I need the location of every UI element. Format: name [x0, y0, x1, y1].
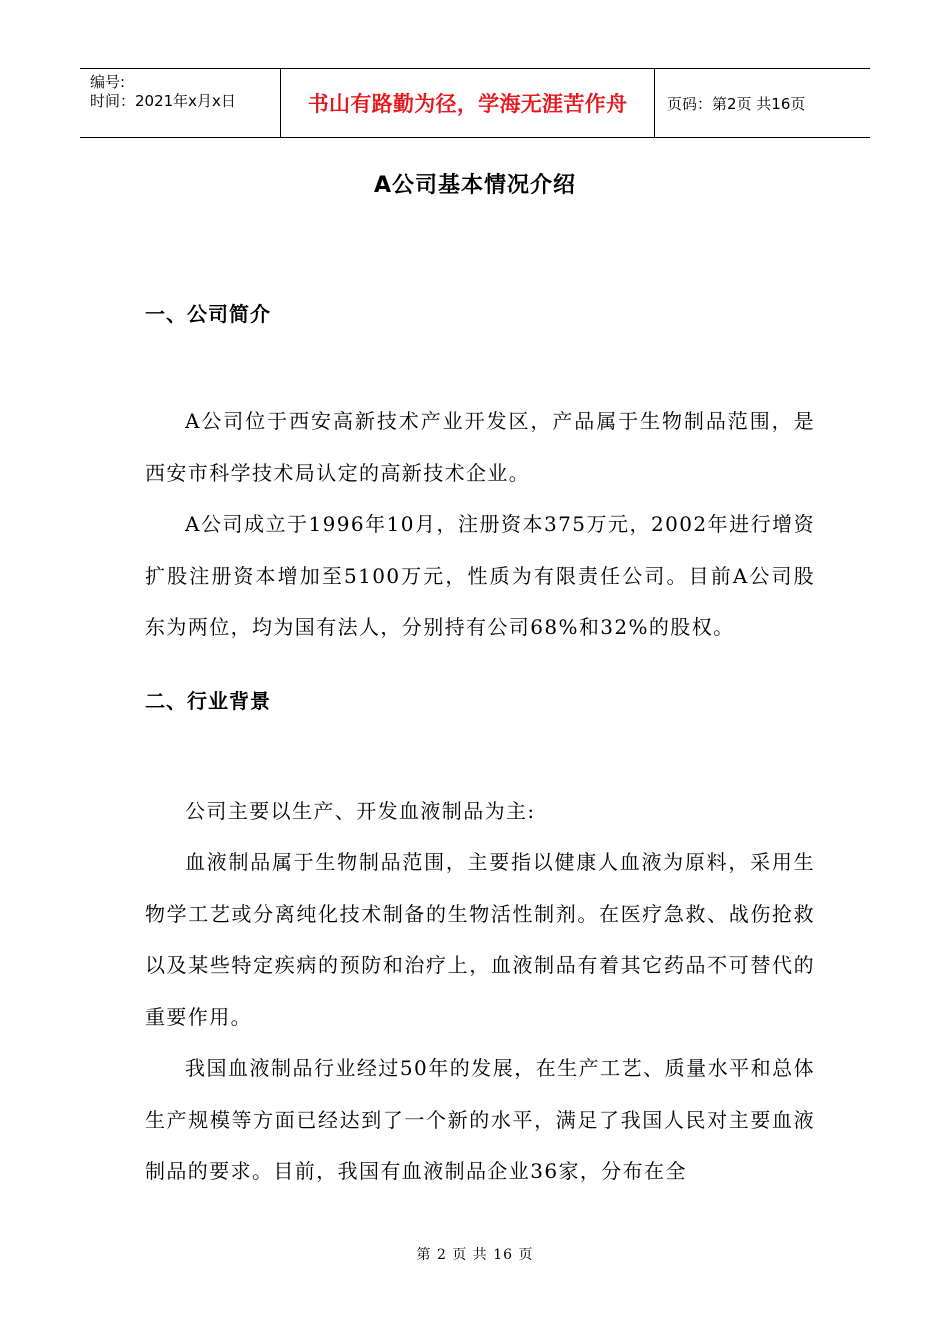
section-heading-background: 二、行业背景: [145, 689, 271, 713]
header-page-info: 页码：第2页 共16页: [667, 94, 806, 113]
paragraph: 公司主要以生产、开发血液制品为主:: [185, 799, 536, 823]
paragraph: A公司位于西安高新技术产业开发区，产品属于生物制品范围，是西安市科学技术局认定的高新技术企业。: [145, 409, 815, 485]
header-motto: 书山有路勤为径，学海无涯苦作舟: [281, 69, 655, 137]
page-header: [80, 68, 870, 138]
section-heading-intro: 一、公司简介: [145, 302, 271, 326]
time-label: 时间：2021年x月x日: [90, 92, 236, 110]
document-title: A公司基本情况介绍: [373, 173, 577, 198]
paragraph: 血液制品属于生物制品范围，主要指以健康人血液为原料，采用生物学工艺或分离纯化技术制备的生物活性制剂。在医疗急救、战伤抢救以及某些特定疾病的预防和治疗上，血液制品有着其它药品不可替代的重要作用。: [145, 850, 815, 1029]
page-footer: 第 2 页 共 16 页: [416, 1247, 534, 1263]
paragraph: A公司成立于1996年10月，注册资本375万元，2002年进行增资扩股注册资本增加至5100万元，性质为有限责任公司。目前A公司股东为两位，均为国有法人，分别持有公司68%和32%的股权。: [145, 512, 815, 639]
header-meta: [80, 69, 281, 137]
number-label: 编号:: [90, 73, 126, 91]
paragraph: 我国血液制品行业经过50年的发展，在生产工艺、质量水平和总体生产规模等方面已经达到了一个新的水平，满足了我国人民对主要血液制品的要求。目前，我国有血液制品企业36家，分布在全: [145, 1056, 815, 1183]
